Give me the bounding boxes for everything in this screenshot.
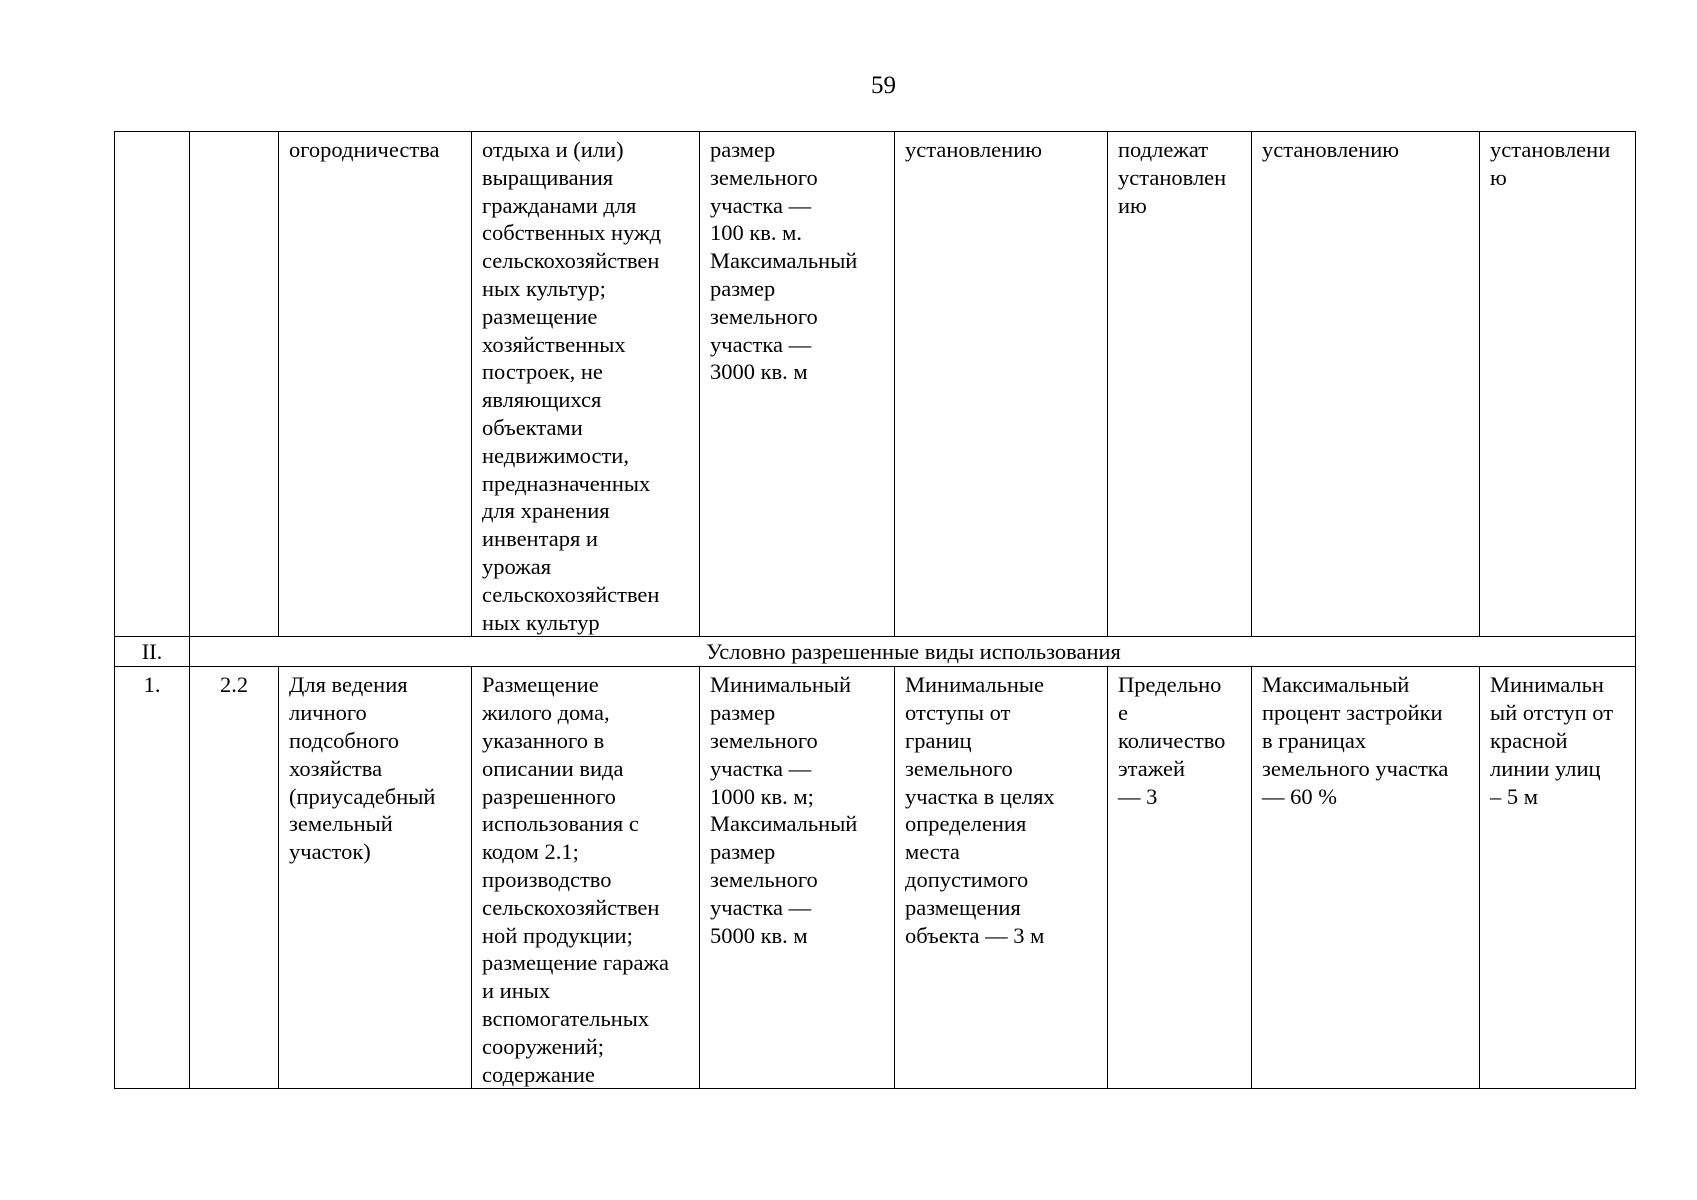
plot-size-cell: Минимальный размер земельного участка — 1000 кв. м; Максимальный размер земельного участка — 5000 кв. м	[700, 667, 895, 1089]
section-number-cell: II.	[115, 637, 190, 667]
setbacks-cell: установлению	[895, 132, 1108, 637]
red-line-cell: установлени ю	[1480, 132, 1636, 637]
coverage-cell: Максимальный процент застройки в границах земельного участка — 60 %	[1252, 667, 1480, 1089]
use-name-cell: огородничества	[279, 132, 472, 637]
code-cell: 2.2	[190, 667, 279, 1089]
section-row	[115, 637, 1636, 667]
table-row	[115, 132, 1636, 637]
row-number-cell	[115, 132, 190, 637]
description-cell: Размещение жилого дома, указанного в описании вида разрешенного использования с кодом 2.1; производство сельскохозяйствен ной продукции; размещение гаража и иных вспомогательных сооружений; содержание	[472, 667, 700, 1089]
section-title: Условно разрешенные виды использования	[190, 637, 1636, 667]
row-number-cell: 1.	[115, 667, 190, 1089]
plot-size-cell: размер земельного участка — 100 кв. м. Максимальный размер земельного участка — 3000 кв. м	[700, 132, 895, 637]
land-use-table	[114, 131, 1636, 1089]
use-name-cell: Для ведения личного подсобного хозяйства (приусадебный земельный участок)	[279, 667, 472, 1089]
floors-cell: Предельно е количество этажей — 3	[1108, 667, 1252, 1089]
description-cell: отдыха и (или) выращивания гражданами для собственных нужд сельскохозяйствен ных культур; размещение хозяйственных построек, не являющихся объектами недвижимости, предназначенных для хранения инвентаря и урожая сельскохозяйствен ных культур	[472, 132, 700, 637]
coverage-cell: установлению	[1252, 132, 1480, 637]
code-cell	[190, 132, 279, 637]
table-row	[115, 667, 1636, 1089]
red-line-cell: Минимальн ый отступ от красной линии улиц – 5 м	[1480, 667, 1636, 1089]
setbacks-cell: Минимальные отступы от границ земельного участка в целях определения места допустимого размещения объекта — 3 м	[895, 667, 1108, 1089]
page-number: 59	[871, 72, 896, 99]
floors-cell: подлежат установлен ию	[1108, 132, 1252, 637]
